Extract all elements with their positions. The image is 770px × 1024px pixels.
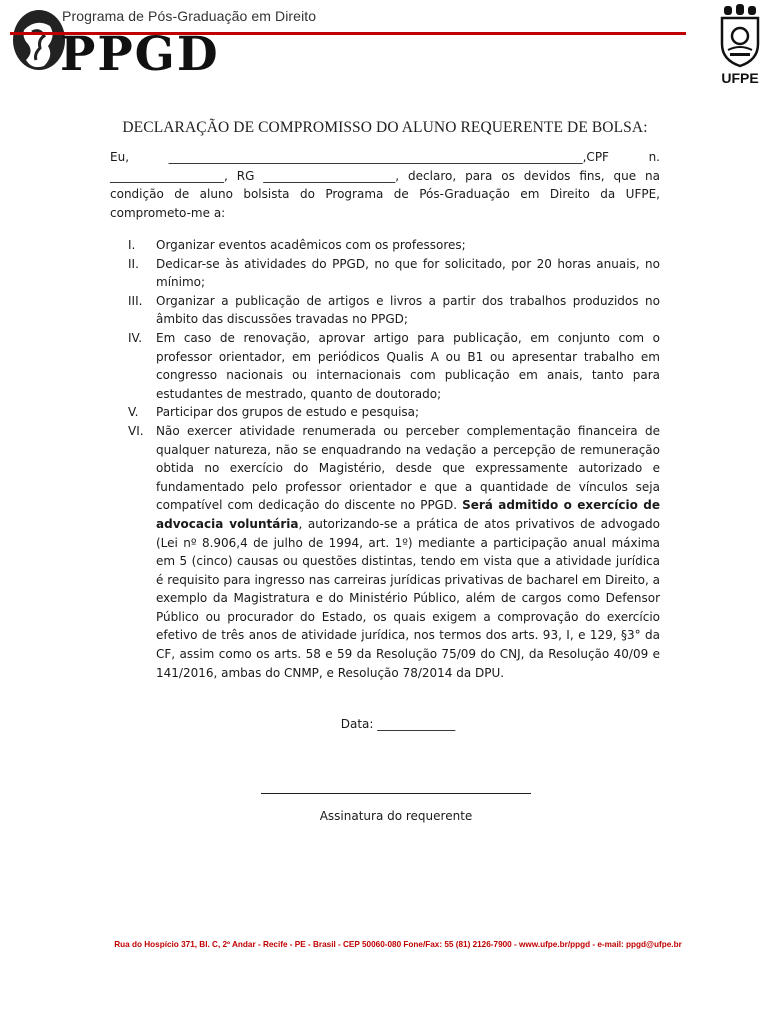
- item-text-part: , autorizando-se a prática de atos privativos de advogado (Lei nº 8.906,4 de julho de 1994, art. 1º) mediante a participação anual máxima em 5 (cinco) causas ou questões distintas, tendo em vista que a atividade jurídica é requisito para ingresso nas carreiras jurídicas privativas de bacharel em Direito, a exemplo da Magistratura e do Ministério Público, além de cargos como Defensor Público ou procurador do Estado, os quais exigem a comprovação do exercício efetivo de três anos de atividade jurídica, nos termos dos arts. 93, I, e 129, §3° da CF, assim como os arts. 58 e 59 da Resolução 75/09 do CNJ, da Resolução 40/09 e 141/2016, ambas do CNMP, e Resolução 78/2014 da DPU.: [156, 516, 661, 680]
- program-name: Programa de Pós-Graduação em Direito: [62, 8, 317, 24]
- brand-logo-text: PPGD: [60, 27, 220, 82]
- date-field: Data: _____________: [340, 717, 456, 731]
- commitments-list: [108, 236, 660, 682]
- item-number: I.: [128, 238, 136, 252]
- intro-paragraph: Eu, _____________________________________________________________________,CPF n. ___________________, RG ______________________, declaro, para os devidos fins, que na condição de aluno bolsista do Programa de Pós-Graduação em Direito da UFPE, comprometo-me a:: [110, 150, 660, 220]
- item-text: Em caso de renovação, aprovar artigo para publicação, em conjunto com o professor orientador, em periódicos Qualis A ou B1 ou apresentar trabalho em congresso nacionais ou internacionais com publicação em anais, tanto para estudantes de mestrado, quanto de doutorado;: [156, 330, 660, 401]
- item-text: Organizar a publicação de artigos e livros a partir dos trabalhos produzidos no âmbito das discussões travadas no PPGD;: [156, 293, 660, 327]
- list-item: [108, 403, 660, 422]
- signature-line: [261, 793, 531, 794]
- footer-address: Rua do Hospício 371, Bl. C, 2º Andar - Recife - PE - Brasil - CEP 50060-080 Fone/Fax: 55 (81) 2126-7900 - www.ufpe.br/ppgd - e-mail: ppgd@ufpe.br: [114, 940, 682, 949]
- list-item: [108, 329, 660, 403]
- item-text: [156, 422, 660, 682]
- item-text-part: Não exercer atividade renumerada ou perceber complementação financeira de qualquer natureza, não se enquadrando na vedação a percepção de remuneração obtida no exercício do Magistério, desde que expressamente autorizado e fundamentado pelo professor orientador e que a quantidade de vínculos seja compatível com dedicação do discente no PPGD.: [156, 423, 660, 513]
- document-title: DECLARAÇÃO DE COMPROMISSO DO ALUNO REQUERENTE DE BOLSA:: [122, 119, 648, 136]
- item-number: II.: [128, 256, 139, 271]
- item-number: III.: [128, 293, 143, 308]
- list-item: [108, 292, 660, 329]
- item-number: VI.: [128, 423, 144, 438]
- signature-label: Assinatura do requerente: [319, 809, 473, 823]
- declaration-body: [110, 148, 660, 222]
- item-text-bold: Será admitido o exercício de advocacia voluntária: [156, 498, 660, 531]
- item-number: IV.: [128, 330, 143, 345]
- letterhead: [0, 0, 770, 110]
- item-text: Organizar eventos acadêmicos com os professores;: [156, 238, 466, 252]
- ufpe-crest-icon: [716, 4, 764, 68]
- list-item: [108, 422, 660, 682]
- institution-name: UFPE: [721, 70, 759, 86]
- item-number: V.: [128, 405, 139, 420]
- list-item: [108, 236, 660, 255]
- list-item: [108, 255, 660, 292]
- item-text: Participar dos grupos de estudo e pesquisa;: [156, 405, 420, 420]
- item-text: Dedicar-se às atividades do PPGD, no que for solicitado, por 20 horas anuais, no mínimo;: [156, 256, 660, 290]
